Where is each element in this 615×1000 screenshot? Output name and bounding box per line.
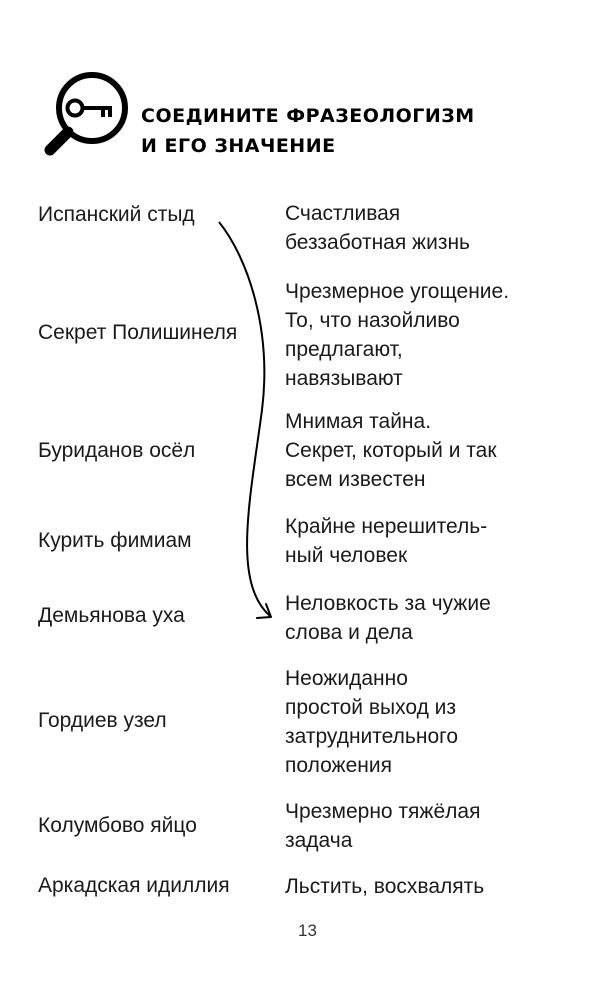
meaning-item: Счастливая беззаботная жизнь — [285, 202, 471, 254]
idiom-item: Испанский стыд — [38, 203, 195, 226]
heading-line-1: СОЕДИНИТЕ ФРАЗЕОЛОГИЗМ — [141, 105, 475, 127]
idiom-item: Аркадская идиллия — [38, 874, 230, 897]
idiom-item: Колумбово яйцо — [38, 814, 197, 837]
idiom-item: Секрет Полишинеля — [38, 321, 238, 344]
idiom-item: Буриданов осёл — [38, 439, 196, 462]
meaning-item: Крайне нерешитель- ный человек — [285, 515, 488, 567]
meaning-item: Льстить, восхвалять — [285, 875, 485, 898]
meaning-item: Мнимая тайна. Секрет, который и так всем известен — [285, 410, 497, 491]
meaning-item: Неловкость за чужие слова и дела — [285, 592, 491, 644]
exercise-heading — [141, 101, 475, 161]
meaning-item: Чрезмерное угощение. То, что назойливо предлагают, навязывают — [285, 280, 510, 390]
idiom-item: Демьянова уха — [38, 604, 185, 627]
idiom-item: Гордиев узел — [38, 709, 167, 732]
page-number: 13 — [298, 921, 317, 940]
idiom-item: Курить фимиам — [38, 529, 192, 552]
heading-line-2: И ЕГО ЗНАЧЕНИЕ — [141, 135, 336, 157]
magnifier-key-icon — [40, 70, 134, 160]
meaning-item: Чрезмерно тяжёлая задача — [285, 800, 481, 852]
meaning-item: Неожиданно простой выход из затруднительного положения — [285, 667, 459, 777]
